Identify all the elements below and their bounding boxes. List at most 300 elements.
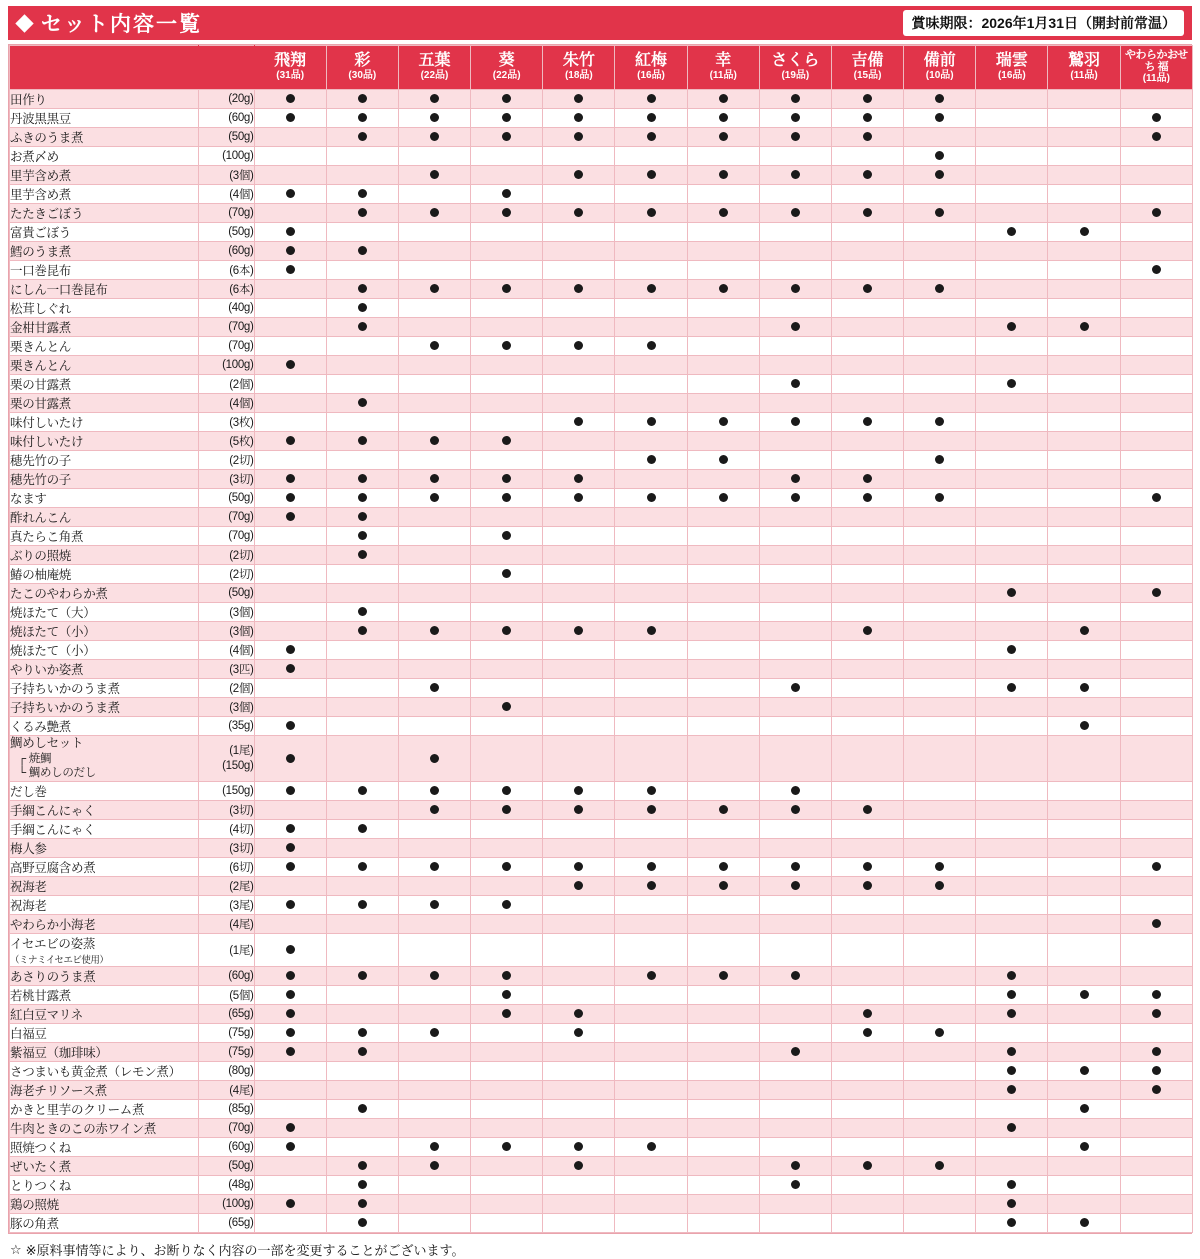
cell-included-13 [1120, 375, 1192, 394]
cell-included-1 [254, 1138, 326, 1157]
row-item-name [10, 432, 199, 451]
row-item-name-text: 穂先竹の子 [10, 473, 72, 487]
row-item-name-line: ┌ 焼鯛 [18, 752, 52, 765]
row-item-qty-text: (65g) [228, 1008, 254, 1020]
cell-included-2 [326, 1157, 398, 1176]
row-item-name [10, 622, 199, 641]
row-item-qty-text: (80g) [228, 1065, 254, 1077]
cell-included-2 [326, 261, 398, 280]
cell-included-4 [471, 489, 543, 508]
cell-included-13 [1120, 356, 1192, 375]
included-dot-icon [935, 417, 944, 426]
included-dot-icon [935, 881, 944, 890]
table-row [10, 242, 1193, 261]
cell-included-3 [398, 185, 470, 204]
footer-note [10, 1240, 1190, 1259]
cell-included-11 [976, 934, 1048, 967]
row-item-name-text: お煮〆め [10, 150, 59, 164]
cell-included-3 [398, 280, 470, 299]
cell-included-1 [254, 565, 326, 584]
cell-included-11 [976, 736, 1048, 782]
cell-included-10 [904, 223, 976, 242]
cell-included-10 [904, 1005, 976, 1024]
cell-included-7 [687, 1214, 759, 1233]
included-dot-icon [286, 721, 295, 730]
cell-included-12 [1048, 147, 1120, 166]
row-item-name [10, 546, 199, 565]
cell-included-8 [759, 858, 831, 877]
cell-included-9 [831, 280, 903, 299]
cell-included-3 [398, 90, 470, 109]
cell-included-4 [471, 782, 543, 801]
row-item-qty [198, 877, 254, 896]
cell-included-7 [687, 166, 759, 185]
included-dot-icon [1152, 265, 1161, 274]
row-item-qty-text: (3切) [229, 843, 254, 855]
row-item-qty [198, 375, 254, 394]
cell-included-1 [254, 1043, 326, 1062]
cell-included-13 [1120, 1100, 1192, 1119]
cell-included-5 [543, 622, 615, 641]
cell-included-7 [687, 337, 759, 356]
row-item-qty-text: (60g) [228, 1141, 254, 1153]
cell-included-1 [254, 337, 326, 356]
included-dot-icon [502, 626, 511, 635]
cell-included-9 [831, 1214, 903, 1233]
page-header [8, 6, 1192, 40]
included-dot-icon [358, 246, 367, 255]
included-dot-icon [863, 862, 872, 871]
row-item-qty [198, 1138, 254, 1157]
included-dot-icon [286, 862, 295, 871]
cell-included-4 [471, 641, 543, 660]
cell-included-11 [976, 1138, 1048, 1157]
included-dot-icon [358, 607, 367, 616]
cell-included-13 [1120, 1024, 1192, 1043]
cell-included-11 [976, 508, 1048, 527]
cell-included-8 [759, 90, 831, 109]
row-item-qty-text: (65g) [228, 1217, 254, 1229]
cell-included-3 [398, 128, 470, 147]
included-dot-icon [1080, 1104, 1089, 1113]
cell-included-9 [831, 242, 903, 261]
row-item-qty [198, 432, 254, 451]
cell-included-12 [1048, 641, 1120, 660]
cell-included-10 [904, 1024, 976, 1043]
cell-included-3 [398, 147, 470, 166]
included-dot-icon [863, 881, 872, 890]
cell-included-4 [471, 877, 543, 896]
cell-included-5 [543, 356, 615, 375]
row-item-name-text: 栗きんとん [10, 340, 72, 354]
cell-included-12 [1048, 1005, 1120, 1024]
row-item-name [10, 394, 199, 413]
cell-included-3 [398, 470, 470, 489]
cell-included-10 [904, 470, 976, 489]
row-item-name-text: たたきごぼう [10, 207, 84, 221]
cell-included-4 [471, 1100, 543, 1119]
cell-included-6 [615, 527, 687, 546]
cell-included-1 [254, 1157, 326, 1176]
cell-included-1 [254, 660, 326, 679]
cell-included-13 [1120, 641, 1192, 660]
cell-included-2 [326, 356, 398, 375]
cell-included-10 [904, 603, 976, 622]
cell-included-1 [254, 603, 326, 622]
cell-included-11 [976, 1195, 1048, 1214]
cell-included-11 [976, 204, 1048, 223]
table-row [10, 128, 1193, 147]
cell-included-1 [254, 584, 326, 603]
included-dot-icon [863, 417, 872, 426]
cell-included-4 [471, 820, 543, 839]
cell-included-4 [471, 223, 543, 242]
included-dot-icon [1007, 1123, 1016, 1132]
cell-included-2 [326, 1138, 398, 1157]
column-header-name: 彩 [354, 52, 371, 70]
included-dot-icon [1080, 1218, 1089, 1227]
cell-included-13 [1120, 204, 1192, 223]
cell-included-4 [471, 90, 543, 109]
cell-included-1 [254, 394, 326, 413]
cell-included-12 [1048, 1043, 1120, 1062]
cell-included-13 [1120, 584, 1192, 603]
cell-included-3 [398, 546, 470, 565]
cell-included-12 [1048, 858, 1120, 877]
row-item-name [10, 90, 199, 109]
row-item-name [10, 318, 199, 337]
contents-table-wrapper [8, 44, 1192, 1234]
cell-included-9 [831, 413, 903, 432]
cell-included-5 [543, 679, 615, 698]
cell-included-12 [1048, 782, 1120, 801]
cell-included-8 [759, 877, 831, 896]
included-dot-icon [502, 862, 511, 871]
cell-included-3 [398, 1157, 470, 1176]
cell-included-10 [904, 967, 976, 986]
included-dot-icon [647, 341, 656, 350]
row-item-name [10, 109, 199, 128]
included-dot-icon [791, 474, 800, 483]
cell-included-8 [759, 1119, 831, 1138]
row-item-qty [198, 1195, 254, 1214]
cell-included-6 [615, 166, 687, 185]
cell-included-3 [398, 1176, 470, 1195]
column-header-count: (16品) [997, 70, 1026, 82]
cell-included-10 [904, 527, 976, 546]
cell-included-6 [615, 622, 687, 641]
row-item-qty-text: (2切) [229, 550, 254, 562]
row-item-qty-text: (60g) [228, 970, 254, 982]
included-dot-icon [430, 493, 439, 502]
row-item-name-text: 白福豆 [10, 1027, 47, 1041]
cell-included-10 [904, 261, 976, 280]
cell-included-11 [976, 223, 1048, 242]
row-item-name-text: 丹波黒黒豆 [10, 112, 72, 126]
cell-included-12 [1048, 261, 1120, 280]
cell-included-4 [471, 1024, 543, 1043]
cell-included-11 [976, 375, 1048, 394]
cell-included-11 [976, 90, 1048, 109]
included-dot-icon [358, 493, 367, 502]
cell-included-11 [976, 337, 1048, 356]
note-mark-icon: ☆ [10, 1241, 22, 1257]
row-item-qty [198, 356, 254, 375]
included-dot-icon [863, 208, 872, 217]
cell-included-13 [1120, 603, 1192, 622]
included-dot-icon [358, 1161, 367, 1170]
column-header-7 [687, 46, 759, 90]
included-dot-icon [863, 170, 872, 179]
table-row [10, 584, 1193, 603]
table-row [10, 147, 1193, 166]
cell-included-5 [543, 717, 615, 736]
cell-included-11 [976, 717, 1048, 736]
cell-included-3 [398, 318, 470, 337]
cell-included-13 [1120, 280, 1192, 299]
cell-included-8 [759, 934, 831, 967]
row-item-qty [198, 1214, 254, 1233]
cell-included-10 [904, 1100, 976, 1119]
page-title [18, 8, 202, 38]
included-dot-icon [791, 113, 800, 122]
included-dot-icon [863, 493, 872, 502]
cell-included-7 [687, 1081, 759, 1100]
row-item-name-text: にしん一口巻昆布 [10, 283, 108, 297]
cell-included-2 [326, 508, 398, 527]
cell-included-8 [759, 1138, 831, 1157]
row-item-name [10, 801, 199, 820]
cell-included-9 [831, 166, 903, 185]
row-item-qty-text: (60g) [228, 112, 254, 124]
cell-included-5 [543, 1024, 615, 1043]
included-dot-icon [719, 94, 728, 103]
cell-included-3 [398, 1119, 470, 1138]
cell-included-11 [976, 896, 1048, 915]
included-dot-icon [1007, 1199, 1016, 1208]
cell-included-13 [1120, 934, 1192, 967]
row-item-qty-text: (2尾) [229, 881, 254, 893]
cell-included-5 [543, 1043, 615, 1062]
cell-included-9 [831, 858, 903, 877]
cell-included-13 [1120, 1214, 1192, 1233]
table-row [10, 261, 1193, 280]
cell-included-11 [976, 470, 1048, 489]
row-item-name-text: 焼ほたて（小） [10, 644, 96, 658]
cell-included-9 [831, 356, 903, 375]
row-item-qty [198, 820, 254, 839]
included-dot-icon [791, 417, 800, 426]
included-dot-icon [935, 170, 944, 179]
included-dot-icon [791, 284, 800, 293]
cell-included-2 [326, 147, 398, 166]
row-item-qty-text: (150g) [222, 785, 254, 797]
cell-included-13 [1120, 470, 1192, 489]
cell-included-11 [976, 128, 1048, 147]
included-dot-icon [647, 417, 656, 426]
cell-included-12 [1048, 489, 1120, 508]
cell-included-6 [615, 698, 687, 717]
cell-included-6 [615, 413, 687, 432]
cell-included-4 [471, 394, 543, 413]
cell-included-4 [471, 1138, 543, 1157]
cell-included-8 [759, 1081, 831, 1100]
included-dot-icon [935, 862, 944, 871]
cell-included-2 [326, 622, 398, 641]
cell-included-3 [398, 622, 470, 641]
cell-included-11 [976, 877, 1048, 896]
cell-included-8 [759, 839, 831, 858]
cell-included-10 [904, 1081, 976, 1100]
cell-included-4 [471, 679, 543, 698]
included-dot-icon [286, 189, 295, 198]
cell-included-3 [398, 679, 470, 698]
row-item-name-text: 松茸しぐれ [10, 302, 72, 316]
cell-included-5 [543, 90, 615, 109]
included-dot-icon [1080, 683, 1089, 692]
cell-included-8 [759, 622, 831, 641]
cell-included-7 [687, 1024, 759, 1043]
row-item-name-text: 里芋含め煮 [10, 169, 72, 183]
row-item-name [10, 839, 199, 858]
cell-included-7 [687, 527, 759, 546]
cell-included-9 [831, 1119, 903, 1138]
cell-included-6 [615, 489, 687, 508]
cell-included-13 [1120, 527, 1192, 546]
cell-included-9 [831, 896, 903, 915]
column-header-4 [471, 46, 543, 90]
cell-included-7 [687, 261, 759, 280]
cell-included-12 [1048, 603, 1120, 622]
cell-included-7 [687, 622, 759, 641]
table-row [10, 877, 1193, 896]
cell-included-3 [398, 1005, 470, 1024]
cell-included-8 [759, 915, 831, 934]
cell-included-7 [687, 223, 759, 242]
included-dot-icon [430, 626, 439, 635]
included-dot-icon [430, 786, 439, 795]
cell-included-9 [831, 660, 903, 679]
table-row [10, 337, 1193, 356]
cell-included-2 [326, 280, 398, 299]
included-dot-icon [286, 246, 295, 255]
included-dot-icon [863, 94, 872, 103]
table-row [10, 223, 1193, 242]
cell-included-2 [326, 877, 398, 896]
cell-included-12 [1048, 877, 1120, 896]
included-dot-icon [286, 990, 295, 999]
row-item-name-text: 紫福豆（珈琲味） [10, 1046, 108, 1060]
included-dot-icon [358, 900, 367, 909]
table-row [10, 1157, 1193, 1176]
row-item-name [10, 1100, 199, 1119]
cell-included-12 [1048, 375, 1120, 394]
included-dot-icon [1080, 1066, 1089, 1075]
cell-included-12 [1048, 896, 1120, 915]
cell-included-3 [398, 109, 470, 128]
included-dot-icon [502, 132, 511, 141]
cell-included-1 [254, 413, 326, 432]
row-item-qty [198, 242, 254, 261]
included-dot-icon [1007, 1218, 1016, 1227]
row-item-name-text: 鱈のうま煮 [10, 245, 72, 259]
included-dot-icon [502, 436, 511, 445]
cell-included-3 [398, 261, 470, 280]
cell-included-10 [904, 1119, 976, 1138]
cell-included-13 [1120, 1081, 1192, 1100]
cell-included-13 [1120, 679, 1192, 698]
row-item-qty [198, 622, 254, 641]
cell-included-11 [976, 1062, 1048, 1081]
included-dot-icon [430, 862, 439, 871]
row-item-qty-text: (70g) [228, 340, 254, 352]
row-item-name [10, 986, 199, 1005]
cell-included-11 [976, 986, 1048, 1005]
cell-included-6 [615, 242, 687, 261]
cell-included-1 [254, 1119, 326, 1138]
cell-included-11 [976, 1157, 1048, 1176]
cell-included-12 [1048, 986, 1120, 1005]
cell-included-4 [471, 565, 543, 584]
included-dot-icon [574, 1009, 583, 1018]
cell-included-12 [1048, 717, 1120, 736]
cell-included-12 [1048, 204, 1120, 223]
row-item-qty [198, 1024, 254, 1043]
cell-included-2 [326, 394, 398, 413]
cell-included-2 [326, 546, 398, 565]
column-header-1 [254, 46, 326, 90]
table-row [10, 660, 1193, 679]
cell-included-2 [326, 185, 398, 204]
included-dot-icon [1080, 626, 1089, 635]
cell-included-1 [254, 280, 326, 299]
row-item-qty [198, 223, 254, 242]
included-dot-icon [791, 971, 800, 980]
cell-included-5 [543, 967, 615, 986]
row-item-qty [198, 546, 254, 565]
row-item-name [10, 185, 199, 204]
included-dot-icon [1152, 1009, 1161, 1018]
cell-included-9 [831, 527, 903, 546]
row-item-name-subtext: （ミナミイセエビ使用） [10, 955, 109, 966]
included-dot-icon [286, 1123, 295, 1132]
row-item-qty [198, 185, 254, 204]
cell-included-8 [759, 679, 831, 698]
cell-included-12 [1048, 1024, 1120, 1043]
cell-included-10 [904, 337, 976, 356]
included-dot-icon [647, 862, 656, 871]
included-dot-icon [502, 189, 511, 198]
cell-included-4 [471, 413, 543, 432]
included-dot-icon [286, 664, 295, 673]
column-header-8 [759, 46, 831, 90]
included-dot-icon [358, 1180, 367, 1189]
cell-included-12 [1048, 934, 1120, 967]
cell-included-4 [471, 584, 543, 603]
row-item-qty-text: (3枚) [229, 417, 254, 429]
included-dot-icon [574, 284, 583, 293]
row-item-name-text: 若桃甘露煮 [10, 989, 72, 1003]
table-row [10, 356, 1193, 375]
cell-included-12 [1048, 508, 1120, 527]
row-item-qty [198, 584, 254, 603]
row-item-qty [198, 280, 254, 299]
cell-included-1 [254, 451, 326, 470]
cell-included-12 [1048, 527, 1120, 546]
column-header-12 [1048, 46, 1120, 90]
column-header-11 [976, 46, 1048, 90]
included-dot-icon [430, 754, 439, 763]
